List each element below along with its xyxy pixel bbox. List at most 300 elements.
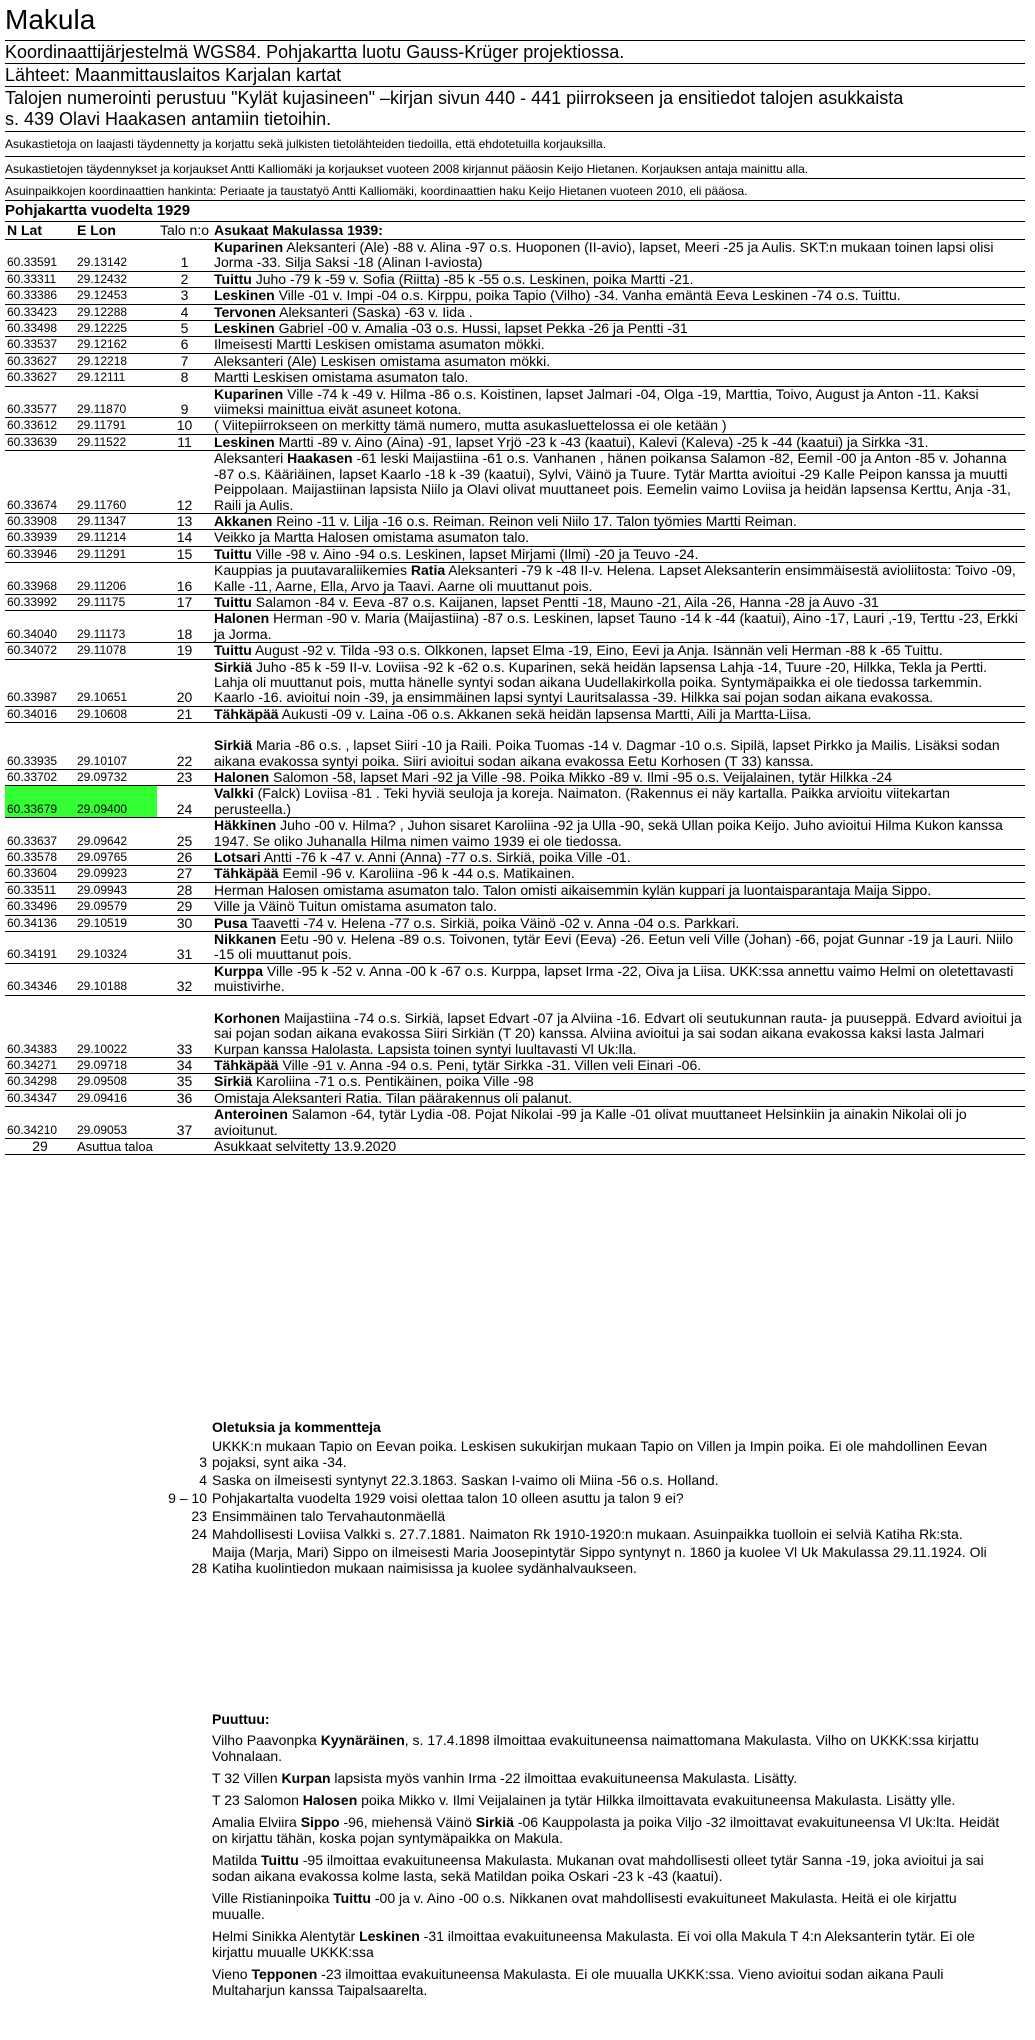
missing-item xyxy=(5,1732,1002,1764)
missing-text: lapsista myös vanhin Irma -22 ilmoittaa evakuituneensa Makulasta. Lisätty. xyxy=(330,1770,798,1786)
cell-residents xyxy=(212,1074,1025,1090)
resident-text: Juho -79 k -59 v. Sofia (Riitta) -85 k -55 o.s. Leskinen, poika Martti -21. xyxy=(255,270,694,287)
resident-text: Maijastiina -74 o.s. Sirkiä, lapset Edvart -07 ja Alviina -16. Edvart oli seutukunnan rauta- ja puuseppä. Edvard avioitui ja sai pojan sodan aikana evakossa Siiri Sirkiän (T 20) kanssa. Alviina avioitui ja sai sodan aikana evakossa kaksi lasta Jalmari Kurpan kanssa Halolasta. Lapsista toinen syntyi luultavasti Vl Uk:lla. xyxy=(214,1009,1022,1057)
family-name: Tähkäpää xyxy=(214,865,279,882)
table-row xyxy=(5,1074,1025,1090)
resident-text: Aleksanteri (Ale) -88 v. Alina -97 o.s. Huoponen (II-avio), lapset, Meeri -25 ja Aulis. SKT:n mukaan toinen lapsi olisi Jorma -33. Silja Saksi -18 (Alinan I-aviosta) xyxy=(214,239,994,271)
family-name: Leskinen xyxy=(214,320,275,337)
family-name: Tuittu xyxy=(214,642,252,659)
col-header-talo: Talo n:o xyxy=(157,222,212,240)
cell-lat: 60.33496 xyxy=(5,899,75,915)
cell-residents xyxy=(212,850,1025,866)
cell-lat: 60.33423 xyxy=(5,304,75,320)
cell-lon: 29.11175 xyxy=(75,594,157,610)
cell-lon: 29.12288 xyxy=(75,304,157,320)
family-name: Valkki xyxy=(214,785,254,802)
family-name: Tervonen xyxy=(214,303,276,320)
family-name: Halonen xyxy=(214,769,270,785)
family-name: Kyynäräinen xyxy=(320,1732,405,1748)
resident-text: Aleksanteri (Saska) -63 v. Iida . xyxy=(279,303,473,320)
cell-residents xyxy=(212,370,1025,386)
cell-lon: 29.10608 xyxy=(75,706,157,722)
header-line: s. 439 Olavi Haakasen antamiin tietoihin. xyxy=(5,109,332,129)
cell-residents xyxy=(212,706,1025,722)
missing-item xyxy=(5,1792,1002,1808)
header-line: Lähteet: Maanmittauslaitos Karjalan kartat xyxy=(5,63,1025,86)
family-name: Pusa xyxy=(214,914,248,931)
cell-talo-no: 18 xyxy=(157,611,212,643)
resident-text: -61 leski Maijastiina -61 o.s. Vanhanen , hänen poikansa Salamon -82, Eemil -00 ja Anton -85 v. Johanna -87 o.s. Kääriäinen, lapset Kaarlo -18 k -39 (kaatui), Sylvi, Väinö ja Tuure. Tytär Martta avioitui -29 Kalle Peipon kanssa ja muutti Peippolaan. Maijastiinan lapsista Niilo ja Olavi olivat muuttaneet pois. Eemelin vaimo Loviisa ja heidän lapsensa Kerttu, Anja -31, Raili ja Aulis. xyxy=(214,450,1011,513)
cell-lat: 60.34347 xyxy=(5,1090,75,1106)
cell-talo-no: 28 xyxy=(157,882,212,898)
cell-lat: 60.33674 xyxy=(5,451,75,514)
note-item xyxy=(5,1472,1025,1488)
table-row xyxy=(5,706,1025,722)
table-row xyxy=(5,271,1025,287)
cell-lon: 29.13142 xyxy=(75,240,157,272)
resident-text: Salomon -58, lapset Mari -92 ja Ville -98. Poika Mikko -89 v. Ilmi -95 o.s. Veijalainen, tytär Hilkka -24 xyxy=(273,769,892,785)
table-row xyxy=(5,770,1025,786)
cell-residents xyxy=(212,271,1025,287)
cell-talo-no: 29 xyxy=(157,899,212,915)
note-item xyxy=(5,1438,1025,1470)
table-row xyxy=(5,546,1025,562)
cell-talo-no: 26 xyxy=(157,850,212,866)
cell-lon: 29.11214 xyxy=(75,530,157,546)
cell-residents xyxy=(212,563,1025,595)
note-item xyxy=(5,1544,1025,1576)
note-text: Maija (Marja, Mari) Sippo on ilmeisesti Maria Joosepintytär Sippo syntynyt n. 1860 ja kuolee Vl Uk Makulassa 29.11.1924. Oli Katiha kuolintiedon mukaan naimisissa ja kuolee sydänhalvaukseen. xyxy=(212,1544,987,1576)
cell-lat: 60.33511 xyxy=(5,882,75,898)
note-text: Saska on ilmeisesti syntynyt 22.3.1863. Saskan I-vaimo oli Miina -56 o.s. Holland. xyxy=(212,1472,719,1488)
resident-text: Taavetti -74 v. Helena -77 o.s. Sirkiä, poika Väinö -02 v. Anna -04 o.s. Parkkari. xyxy=(251,914,740,931)
cell-lat: 60.33627 xyxy=(5,353,75,369)
notes-section xyxy=(5,1418,1025,1578)
cell-residents xyxy=(212,594,1025,610)
family-name: Akkanen xyxy=(214,512,273,529)
table-row xyxy=(5,353,1025,369)
cell-lat: 60.33637 xyxy=(5,818,75,850)
resident-text: Gabriel -00 v. Amalia -03 o.s. Hussi, lapset Pekka -26 ja Pentti -31 xyxy=(278,320,688,337)
cell-lat: 60.33604 xyxy=(5,866,75,882)
family-name: Tuittu xyxy=(214,593,252,610)
residents-table xyxy=(5,221,1025,1155)
missing-list xyxy=(5,1732,1025,1998)
resident-text: Juho -00 v. Hilma? , Juhon sisaret Karoliina -92 ja Ulla -90, sekä Ullan poika Keijo. Juho avioitui Hilma Kukon kanssa 1947. Se oliko Juhanalla Hilma nimen vaimo 1939 ei ole tiedossa. xyxy=(214,817,1003,849)
cell-talo-no: 19 xyxy=(157,643,212,659)
resident-text: Aleksanteri -79 k -48 II-v. Helena. Lapset Aleksanterin ensimmäisestä avioliitosta: Toivo -09, Kalle -11, Aarne, Ella, Arvo ja Taavi. Aarne oli muuttanut pois. xyxy=(214,562,1016,594)
family-name: Kurpan xyxy=(281,1770,331,1786)
cell-residents xyxy=(212,386,1025,418)
cell-lon: 29.09765 xyxy=(75,850,157,866)
resident-text: Reino -11 v. Lilja -16 o.s. Reiman. Reinon veli Niilo 17. Talon työmies Martti Reiman. xyxy=(276,512,797,529)
cell-lon: 29.10519 xyxy=(75,915,157,931)
resident-text: Salamon -84 v. Eeva -87 o.s. Kaijanen, lapset Pentti -18, Mauno -21, Aila -26, Hanna -28 ja Auvo -31 xyxy=(255,593,879,610)
cell-talo-no: 27 xyxy=(157,866,212,882)
table-row xyxy=(5,723,1025,770)
table-row xyxy=(5,1057,1025,1073)
cell-lon: 29.12111 xyxy=(75,370,157,386)
missing-prefix: Helmi Sinikka Alentytär xyxy=(212,1928,360,1944)
cell-lon: 29.09416 xyxy=(75,1090,157,1106)
cell-talo-no: 14 xyxy=(157,530,212,546)
cell-lon: 29.11291 xyxy=(75,546,157,562)
table-row xyxy=(5,915,1025,931)
family-name: Anteroinen xyxy=(214,1106,288,1123)
note-text: Pohjakartalta vuodelta 1929 voisi olettaa talon 10 olleen asuttu ja talon 9 ei? xyxy=(212,1490,684,1506)
notes-heading: Oletuksia ja kommentteja xyxy=(212,1419,381,1435)
resident-text: Karoliina -71 o.s. Pentikäinen, poika Ville -98 xyxy=(256,1073,534,1090)
cell-lat: 60.33935 xyxy=(5,723,75,770)
cell-lon: 29.10022 xyxy=(75,995,157,1057)
cell-lat: 60.33946 xyxy=(5,546,75,562)
cell-talo-no: 7 xyxy=(157,353,212,369)
cell-lon: 29.09642 xyxy=(75,818,157,850)
resident-text: ( Viitepiirrokseen on merkitty tämä numero, mutta asukasluettelossa ei ole ketään ) xyxy=(214,417,727,434)
col-header-lat: N Lat xyxy=(5,222,75,240)
resident-text: (Falck) Loviisa -81 . Teki hyviä seuloja ja koreja. Naimaton. (Rakennus ei näy kartalla. Paikka arvioitu viitekartan perusteella.) xyxy=(214,785,950,817)
cell-talo-no: 21 xyxy=(157,706,212,722)
cell-lon: 29.11173 xyxy=(75,611,157,643)
cell-residents xyxy=(212,786,1025,818)
resident-text: Ville -95 k -52 v. Anna -00 k -67 o.s. Kurppa, lapset Irma -22, Oiva ja Liisa. UKK:ssa annettu vaimo Helmi on oletettavasti muistivirhe. xyxy=(214,962,1014,995)
missing-item xyxy=(5,1770,1002,1786)
missing-text: -06 Kauppolasta ja poika Viljo -32 ilmoittavat evakuituneensa Vl Uk:lta. Heidät on kirjattu tähän, koska pojan syntymäpaikka on Makula. xyxy=(212,1814,1000,1846)
table-row xyxy=(5,899,1025,915)
cell-lat: 60.33992 xyxy=(5,594,75,610)
cell-talo-no: 32 xyxy=(157,963,212,995)
resident-text: Eemil -96 v. Karoliina -96 k -44 o.s. Matikainen. xyxy=(282,865,575,882)
cell-residents xyxy=(212,611,1025,643)
cell-lon: 29.09508 xyxy=(75,1074,157,1090)
missing-item xyxy=(5,1890,1002,1922)
missing-prefix: Amalia Elviira xyxy=(212,1814,301,1830)
resident-text: Aleksanteri (Ale) Leskisen omistama asumaton mökki. xyxy=(214,352,551,369)
cell-residents xyxy=(212,1107,1025,1139)
cell-talo-no: 10 xyxy=(157,418,212,434)
family-name: Sirkiä xyxy=(475,1814,514,1830)
cell-residents xyxy=(212,337,1025,353)
family-name: Nikkanen xyxy=(214,931,277,948)
missing-section xyxy=(5,1710,1025,2004)
family-name: Häkkinen xyxy=(214,817,277,834)
resident-text: August -92 v. Tilda -93 o.s. Olkkonen, lapset Elma -19, Eino, Eevi ja Anja. Isännän veli Herman -88 k -65 Tuittu. xyxy=(254,642,943,659)
family-name: Sirkiä xyxy=(214,658,253,675)
cell-talo-no: 2 xyxy=(157,271,212,287)
cell-talo-no: 25 xyxy=(157,818,212,850)
cell-talo-no: 35 xyxy=(157,1074,212,1090)
cell-talo-no: 23 xyxy=(157,770,212,786)
cell-talo-no: 20 xyxy=(157,659,212,706)
missing-text: -96, miehensä Väinö xyxy=(339,1814,476,1830)
cell-lon: 29.10324 xyxy=(75,932,157,964)
cell-lat: 60.33679 xyxy=(5,786,75,818)
cell-lat: 60.33578 xyxy=(5,850,75,866)
table-row xyxy=(5,1107,1025,1139)
cell-residents xyxy=(212,321,1025,337)
cell-talo-no: 8 xyxy=(157,370,212,386)
table-row xyxy=(5,963,1025,995)
cell-talo-no: 15 xyxy=(157,546,212,562)
missing-item xyxy=(5,1852,1002,1884)
cell-lon: 29.12225 xyxy=(75,321,157,337)
cell-residents xyxy=(212,723,1025,770)
cell-talo-no: 24 xyxy=(157,786,212,818)
cell-lon: 29.11870 xyxy=(75,386,157,418)
footer-empty xyxy=(157,1138,212,1154)
cell-residents xyxy=(212,240,1025,272)
resident-text: Ville -91 v. Anna -94 o.s. Peni, tytär Sirkka -31. Villen veli Einari -06. xyxy=(282,1056,702,1073)
cell-talo-no: 12 xyxy=(157,451,212,514)
family-name: Tuittu xyxy=(214,270,252,287)
table-footer-row xyxy=(5,1138,1025,1154)
cell-residents xyxy=(212,1057,1025,1073)
cell-lon: 29.11078 xyxy=(75,643,157,659)
cell-lat: 60.34383 xyxy=(5,995,75,1057)
cell-lat: 60.33537 xyxy=(5,337,75,353)
cell-residents xyxy=(212,866,1025,882)
table-row xyxy=(5,451,1025,514)
family-name: Halonen xyxy=(214,610,270,627)
residents-table-wrap xyxy=(5,200,1025,1155)
cell-lat: 60.33498 xyxy=(5,321,75,337)
missing-prefix: Vilho Paavonpka xyxy=(212,1732,321,1748)
table-row xyxy=(5,932,1025,964)
cell-lat: 60.34346 xyxy=(5,963,75,995)
missing-prefix: Matilda xyxy=(212,1852,262,1868)
cell-lon: 29.11206 xyxy=(75,563,157,595)
family-name: Kuparinen xyxy=(214,385,284,402)
table-row xyxy=(5,513,1025,529)
cell-residents xyxy=(212,418,1025,434)
missing-item xyxy=(5,1814,1002,1846)
table-row xyxy=(5,1090,1025,1106)
note-text: UKKK:n mukaan Tapio on Eevan poika. Leskisen sukukirjan mukaan Tapio on Villen ja Impin poika. Ei ole mahdollinen Eevan pojaksi, synt aika -34. xyxy=(212,1438,988,1470)
cell-lon: 29.11791 xyxy=(75,418,157,434)
cell-lon: 29.09053 xyxy=(75,1107,157,1139)
missing-heading: Puuttuu: xyxy=(212,1711,270,1727)
cell-lon: 29.09943 xyxy=(75,882,157,898)
cell-residents xyxy=(212,513,1025,529)
cell-lat: 60.34298 xyxy=(5,1074,75,1090)
cell-lon: 29.09579 xyxy=(75,899,157,915)
cell-lat: 60.34271 xyxy=(5,1057,75,1073)
cell-lat: 60.34040 xyxy=(5,611,75,643)
cell-talo-no: 4 xyxy=(157,304,212,320)
page-title: Makula xyxy=(5,4,96,35)
cell-residents xyxy=(212,1090,1025,1106)
family-name: Lotsari xyxy=(214,849,261,866)
cell-lon: 29.10107 xyxy=(75,723,157,770)
note-key: 4 xyxy=(199,1472,207,1488)
table-row xyxy=(5,370,1025,386)
cell-talo-no: 33 xyxy=(157,995,212,1057)
cell-residents xyxy=(212,899,1025,915)
missing-text: -00 ja v. Aino -00 o.s. Nikkanen ovat mahdollisesti evakuituneet Makulasta. Heitä ei ole kirjattu muualle. xyxy=(212,1890,957,1922)
cell-talo-no: 34 xyxy=(157,1057,212,1073)
cell-residents xyxy=(212,659,1025,706)
resident-text: Ville -98 v. Aino -94 o.s. Leskinen, lapset Mirjami (Ilmi) -20 ja Teuvo -24. xyxy=(255,545,699,562)
resident-text: Ville -74 k -49 v. Hilma -86 o.s. Koistinen, lapset Jalmari -04, Olga -19, Marttia, Toivo, August ja Anton -11. Kaksi viimeksi mainittua eivät asuneet kotona. xyxy=(214,385,979,418)
cell-lat: 60.34191 xyxy=(5,932,75,964)
cell-lon: 29.11760 xyxy=(75,451,157,514)
note-text: Ensimmäinen talo Tervahautonmäellä xyxy=(212,1508,446,1524)
note-key: 28 xyxy=(191,1560,207,1576)
table-row xyxy=(5,434,1025,450)
cell-talo-no: 22 xyxy=(157,723,212,770)
cell-lat: 60.33968 xyxy=(5,563,75,595)
cell-talo-no: 17 xyxy=(157,594,212,610)
note-item xyxy=(5,1490,1025,1506)
cell-talo-no: 5 xyxy=(157,321,212,337)
cell-lon: 29.10651 xyxy=(75,659,157,706)
cell-lat: 60.33627 xyxy=(5,370,75,386)
resident-text: Antti -76 k -47 v. Anni (Anna) -77 o.s. Sirkiä, poika Ville -01. xyxy=(263,849,631,866)
cell-talo-no: 37 xyxy=(157,1107,212,1139)
cell-lat: 60.33591 xyxy=(5,240,75,272)
missing-item xyxy=(5,1928,1002,1960)
cell-residents xyxy=(212,288,1025,304)
header-line: Talojen numerointi perustuu "Kylät kujasineen" –kirjan sivun 440 - 441 piirrokseen ja ensitiedot talojen asukkaista xyxy=(5,86,1025,109)
family-name: Ratia xyxy=(410,562,446,579)
resident-text: Maria -86 o.s. , lapset Siiri -10 ja Raili. Poika Tuomas -14 v. Dagmar -10 o.s. Sipilä, lapset Pirkko ja Mailis. Lisäksi sodan aikana evakossa syntyi poika. Siiri avioitui sodan aikana evakossa Eetu Korhosen (T 33) kanssa. xyxy=(214,737,1000,769)
table-body xyxy=(5,240,1025,1139)
cell-talo-no: 11 xyxy=(157,434,212,450)
cell-residents xyxy=(212,353,1025,369)
note-text: Mahdollisesti Loviisa Valkki s. 27.7.1881. Naimaton Rk 1910-1920:n mukaan. Asuinpaikka tuolloin ei selviä Katiha Rk:sta. xyxy=(212,1526,963,1542)
table-row xyxy=(5,866,1025,882)
cell-lon: 29.09923 xyxy=(75,866,157,882)
missing-prefix: T 32 Villen xyxy=(212,1770,282,1786)
cell-residents xyxy=(212,530,1025,546)
cell-talo-no: 30 xyxy=(157,915,212,931)
col-header-lon: E Lon xyxy=(75,222,157,240)
missing-text: -31 ilmoittaa evakuituneensa Makulasta. Ei voi olla Makula T 4:n Aleksanterin tytär. Ei ole kirjattu muualle UKKK:ssa xyxy=(212,1928,975,1960)
resident-text: Omistaja Aleksanteri Ratia. Tilan päärakennus oli palanut. xyxy=(214,1089,572,1106)
cell-lat: 60.34136 xyxy=(5,915,75,931)
cell-residents xyxy=(212,546,1025,562)
table-row xyxy=(5,418,1025,434)
table-row xyxy=(5,304,1025,320)
footer-label: Asuttua taloa xyxy=(75,1138,157,1154)
resident-text: Veikko ja Martta Halosen omistama asumaton talo. xyxy=(214,529,530,546)
note-key: 24 xyxy=(191,1526,207,1542)
resident-text: Salamon -64, tytär Lydia -08. Pojat Nikolai -99 ja Kalle -01 olivat muuttaneet Helsinkiin ja ainakin Nikolai oli jo avioitunut. xyxy=(214,1106,967,1138)
family-name: Leskinen xyxy=(214,433,275,450)
table-row xyxy=(5,386,1025,418)
family-name: Tähkäpää xyxy=(214,705,279,722)
resident-prefix: Kauppias ja puutavaraliikemies xyxy=(214,562,411,579)
cell-lat: 60.34210 xyxy=(5,1107,75,1139)
footer-count: 29 xyxy=(5,1138,75,1154)
missing-text: -95 ilmoittaa evakuituneensa Makulasta. Mukanan ovat mahdollisesti olleet tytär Sanna -19, joka avioitui ja sai sodan aikana evakossa kolme lasta, sekä Matildan poika Oskari -23 k -43 (kaatui). xyxy=(212,1852,984,1884)
table-row xyxy=(5,563,1025,595)
col-header-desc: Asukaat Makulassa 1939: xyxy=(212,222,1025,240)
cell-lat: 60.33987 xyxy=(5,659,75,706)
table-row xyxy=(5,288,1025,304)
cell-residents xyxy=(212,915,1025,931)
table-caption: Pohjakartta vuodelta 1929 xyxy=(5,200,1025,221)
footer-desc: Asukkaat selvitetty 13.9.2020 xyxy=(212,1138,1025,1154)
resident-text: Martti Leskisen omistama asumaton talo. xyxy=(214,369,469,386)
cell-lon: 29.11347 xyxy=(75,513,157,529)
header-note: Asuinpaikkojen koordinaattien hankinta: Periaate ja taustatyö Antti Kalliomäki, koordinaattien haku Keijo Hietanen vuoteen 2010, eli pääosa. xyxy=(5,178,1025,200)
cell-residents xyxy=(212,995,1025,1057)
notes-list xyxy=(5,1438,1025,1576)
spacer xyxy=(214,723,1023,738)
resident-text: Eetu -90 v. Helena -89 o.s. Toivonen, tytär Eevi (Eeva) -26. Eetun veli Ville (Johan) -66, pojat Gunnar -19 ja Lauri. Niilo -15 oli muuttanut pois. xyxy=(214,931,1014,963)
cell-residents xyxy=(212,770,1025,786)
cell-residents xyxy=(212,963,1025,995)
table-row xyxy=(5,818,1025,850)
resident-text: Ville -01 v. Impi -04 o.s. Kirppu, poika Tapio (Vilho) -34. Vanha emäntä Eeva Leskinen -74 o.s. Tuittu. xyxy=(278,287,901,304)
cell-residents xyxy=(212,643,1025,659)
table-row xyxy=(5,850,1025,866)
cell-lon: 29.09718 xyxy=(75,1057,157,1073)
cell-talo-no: 3 xyxy=(157,288,212,304)
cell-residents xyxy=(212,304,1025,320)
table-row xyxy=(5,643,1025,659)
table-row xyxy=(5,594,1025,610)
family-name: Kurppa xyxy=(214,962,263,979)
note-item xyxy=(5,1508,1025,1524)
cell-lon: 29.12218 xyxy=(75,353,157,369)
cell-lon: 29.09400 xyxy=(75,786,157,818)
table-header-row xyxy=(5,222,1025,240)
cell-lon: 29.12453 xyxy=(75,288,157,304)
cell-lat: 60.33577 xyxy=(5,386,75,418)
cell-lon: 29.11522 xyxy=(75,434,157,450)
note-item xyxy=(5,1526,1025,1542)
family-name: Haakasen xyxy=(287,450,353,467)
resident-text: Martti -89 v. Aino (Aina) -91, lapset Yrjö -23 k -43 (kaatui), Kalevi (Kaleva) -25 k -44 (kaatui) ja Sirkka -31. xyxy=(278,433,929,450)
missing-text: , s. 17.4.1898 ilmoittaa evakuituneensa naimattomana Makulasta. Vilho on UKKK:ssa kirjattu Vohnalaan. xyxy=(212,1732,979,1764)
table-row xyxy=(5,995,1025,1057)
family-name: Kuparinen xyxy=(214,239,284,255)
header-line: Koordinaattijärjestelmä WGS84. Pohjakartta luotu Gauss-Krüger projektiossa. xyxy=(5,40,1025,63)
cell-residents xyxy=(212,932,1025,964)
header-note: Asukastietoja on laajasti täydennetty ja korjattu sekä julkisten tietolähteiden tiedoilla, että ehdotetuilla korjauksilla. xyxy=(5,131,1025,157)
cell-lon: 29.12432 xyxy=(75,271,157,287)
table-row xyxy=(5,530,1025,546)
family-name: Korhonen xyxy=(214,1009,281,1026)
cell-residents xyxy=(212,818,1025,850)
resident-text: Ville ja Väinö Tuitun omistama asumaton talo. xyxy=(214,898,498,915)
cell-lat: 60.33639 xyxy=(5,434,75,450)
note-key: 9 – 10 xyxy=(168,1490,207,1506)
cell-lon: 29.09732 xyxy=(75,770,157,786)
resident-text: Juho -85 k -59 II-v. Loviisa -92 k -62 o.s. Kuparinen, sekä heidän lapsensa Lahja -14, Tuure -20, Hilkka, Tekla ja Pertti. Lahja oli muuttanut pois, mutta hänelle syntyi sodan aikana Uudellakirkolla poika. Syntymäpaikka ei ole tiedossa tarkemmin. Kaarlo -16. avioitui noin -39, ja ensimmäinen lapsi syntyi Lauritsalassa -39. Hilkka sai pojan sodan aikana evakossa. xyxy=(214,658,988,706)
cell-lon: 29.10188 xyxy=(75,963,157,995)
resident-text: Aukusti -09 v. Laina -06 o.s. Akkanen sekä heidän lapsensa Martti, Aili ja Martta-Liisa. xyxy=(281,705,812,722)
resident-text: Herman Halosen omistama asumaton talo. Talon omisti aikaisemmin kylän kuppari ja luontaisparantaja Maija Sippo. xyxy=(214,881,932,898)
table-row xyxy=(5,321,1025,337)
cell-lat: 60.33311 xyxy=(5,271,75,287)
cell-lat: 60.34016 xyxy=(5,706,75,722)
table-row xyxy=(5,240,1025,272)
table-row xyxy=(5,786,1025,818)
note-key: 23 xyxy=(191,1508,207,1524)
resident-text: Ilmeisesti Martti Leskisen omistama asumaton mökki. xyxy=(214,336,545,353)
missing-text: poika Mikko v. Ilmi Veijalainen ja tytär Hilkka ilmoittavata evakuituneensa Makulasta. Lisätty ylle. xyxy=(357,1792,956,1808)
cell-talo-no: 36 xyxy=(157,1090,212,1106)
cell-residents xyxy=(212,882,1025,898)
cell-lat: 60.34072 xyxy=(5,643,75,659)
family-name: Halosen xyxy=(302,1792,358,1808)
family-name: Sippo xyxy=(300,1814,340,1830)
table-row xyxy=(5,337,1025,353)
family-name: Tähkäpää xyxy=(214,1056,279,1073)
